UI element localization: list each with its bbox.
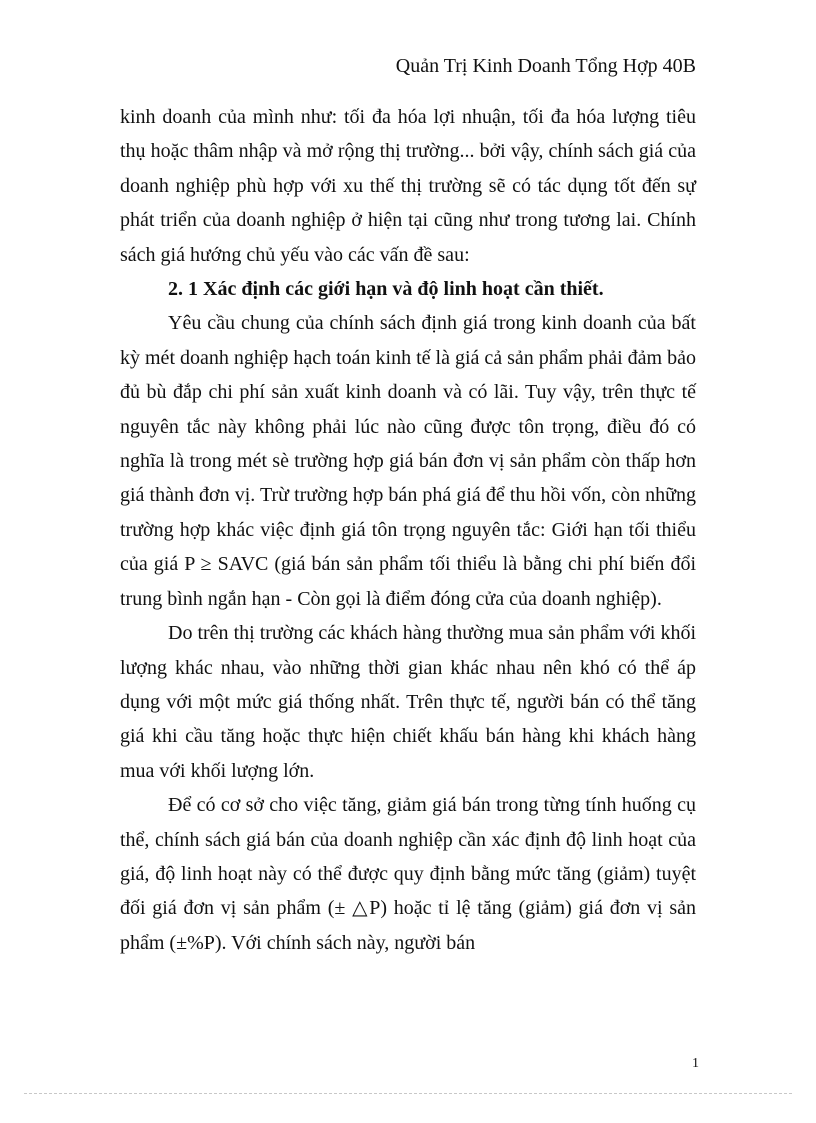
paragraph-4: Để có cơ sở cho việc tăng, giảm giá bán trong từng tính huống cụ thể, chính sách giá bán của doanh nghiệp cần xác định độ linh hoạt của giá, độ linh hoạt này có thể được quy định bằng mức tăng (giảm) tuyệt đối giá đơn vị sản phẩm (± △P) hoặc tỉ lệ tăng (giảm) giá đơn vị sản phẩm (±%P). Với chính sách này, người bán (120, 794, 696, 954)
page-header-title: Quản Trị Kinh Doanh Tổng Hợp 40B (395, 55, 696, 77)
footer-divider (24, 1093, 792, 1094)
page-number: 1 (692, 1056, 699, 1071)
section-heading: 2. 1 Xác định các giới hạn và độ linh hoạt cần thiết. (168, 278, 604, 301)
paragraph-2: Yêu cầu chung của chính sách định giá trong kinh doanh của bất kỳ mét doanh nghiệp hạch toán kinh tế là giá cả sản phẩm phải đảm bảo đủ bù đắp chi phí sản xuất kinh doanh và có lãi. Tuy vậy, trên thực tế nguyên tắc này không phải lúc nào cũng được tôn trọng, điều đó có nghĩa là trong mét sè trường hợp giá bán đơn vị sản phẩm còn thấp hơn giá thành đơn vị. Trừ trường hợp bán phá giá để thu hồi vốn, còn những trường hợp khác việc định giá tôn trọng nguyên tắc: Giới hạn tối thiểu của giá P ≥ SAVC (giá bán sản phẩm tối thiểu là bằng chi phí biến đổi trung bình ngắn hạn - Còn gọi là điểm đóng cửa của doanh nghiệp). (120, 312, 696, 610)
paragraph-1: kinh doanh của mình như: tối đa hóa lợi nhuận, tối đa hóa lượng tiêu thụ hoặc thâm nhập và mở rộng thị trường... bởi vậy, chính sách giá của doanh nghiệp phù hợp với xu thế thị trường sẽ có tác dụng tốt đến sự phát triển của doanh nghiệp ở hiện tại cũng như trong tương lai. Chính sách giá hướng chủ yếu vào các vấn đề sau: (120, 106, 696, 266)
paragraph-3: Do trên thị trường các khách hàng thường mua sản phẩm với khối lượng khác nhau, vào những thời gian khác nhau nên khó có thể áp dụng với một mức giá thống nhất. Trên thực tế, người bán có thể tăng giá khi cầu tăng hoặc thực hiện chiết khấu bán hàng khi khách hàng mua với khối lượng lớn. (120, 622, 696, 782)
document-body (120, 100, 696, 960)
